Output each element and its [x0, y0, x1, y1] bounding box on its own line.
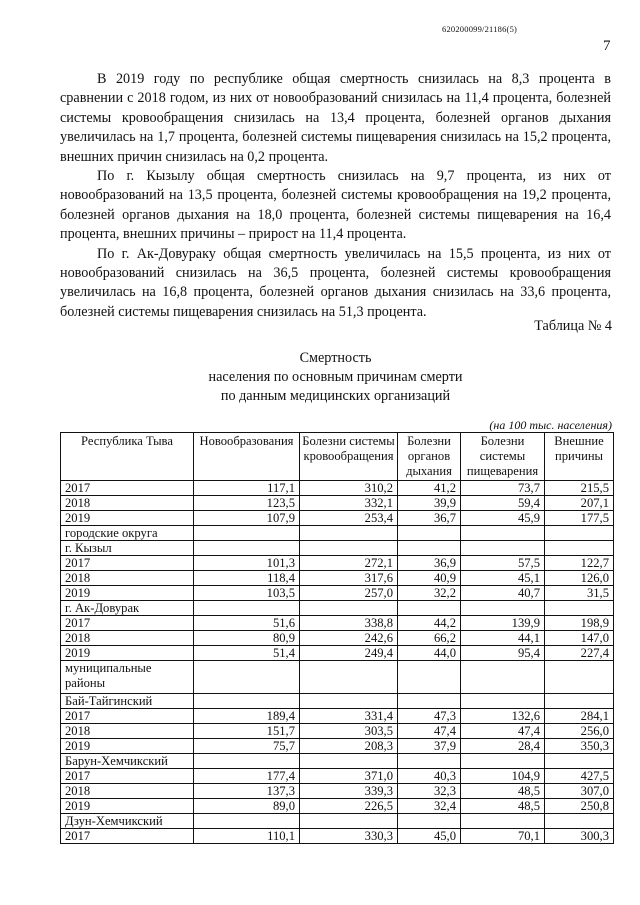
table-cell: 310,2 [300, 481, 398, 496]
table-cell [300, 661, 398, 694]
table-cell: 123,5 [194, 496, 300, 511]
table-cell: 45,9 [461, 511, 545, 526]
column-header: Новообразования [194, 433, 300, 481]
table-cell: 47,4 [461, 724, 545, 739]
table-cell: 151,7 [194, 724, 300, 739]
table-cell: 37,9 [398, 739, 461, 754]
table-cell [545, 526, 614, 541]
paragraph: По г. Кызылу общая смертность снизилась на 9,7 процента, из них от новообразований на 13,5 процента, болезней системы кровообращения на 19,2 процента, болезней органов дыхания на 18,0 процента, болезней системы пищеварения на 16,4 процента, внешних причины – прирост на 11,4 процента. [60, 168, 611, 243]
section-label: г. Кызыл [61, 541, 194, 556]
table-cell: 70,1 [461, 829, 545, 844]
year-label: 2017 [61, 616, 194, 631]
table-row [61, 511, 614, 526]
table-cell: 317,6 [300, 571, 398, 586]
table-section-row [61, 526, 614, 541]
table-cell: 101,3 [194, 556, 300, 571]
table-cell: 48,5 [461, 784, 545, 799]
page-number: 7 [603, 38, 611, 54]
table-cell [461, 661, 545, 694]
table-body [61, 481, 614, 844]
table-cell: 45,0 [398, 829, 461, 844]
table-title-line: Смертность [299, 350, 372, 366]
table-row [61, 586, 614, 601]
table-cell [398, 694, 461, 709]
table-cell: 59,4 [461, 496, 545, 511]
table-cell: 331,4 [300, 709, 398, 724]
table-cell: 47,3 [398, 709, 461, 724]
year-label: 2017 [61, 709, 194, 724]
table-cell: 198,9 [545, 616, 614, 631]
table-section-row [61, 754, 614, 769]
section-label: Дзун-Хемчикский [61, 814, 194, 829]
table-section-row [61, 814, 614, 829]
table-cell: 44,0 [398, 646, 461, 661]
section-label: Барун-Хемчикский [61, 754, 194, 769]
table-cell: 32,2 [398, 586, 461, 601]
table-cell: 80,9 [194, 631, 300, 646]
year-label: 2019 [61, 511, 194, 526]
table-cell: 95,4 [461, 646, 545, 661]
table-cell: 122,7 [545, 556, 614, 571]
year-label: 2018 [61, 631, 194, 646]
table-row [61, 829, 614, 844]
table-cell [545, 601, 614, 616]
table-cell [545, 541, 614, 556]
table-row [61, 709, 614, 724]
column-header: Болезни системы пищеварения [461, 433, 545, 481]
section-label: муниципальные районы [61, 661, 194, 694]
table-cell: 250,8 [545, 799, 614, 814]
table-cell [194, 661, 300, 694]
table-cell [300, 601, 398, 616]
column-header: Болезни органов дыхания [398, 433, 461, 481]
table-row [61, 556, 614, 571]
table-cell: 147,0 [545, 631, 614, 646]
table-cell [300, 694, 398, 709]
year-label: 2017 [61, 769, 194, 784]
mortality-table [60, 432, 614, 844]
table-cell [545, 754, 614, 769]
table-cell [300, 526, 398, 541]
table-cell: 256,0 [545, 724, 614, 739]
table-row [61, 724, 614, 739]
table-cell: 32,4 [398, 799, 461, 814]
table-cell: 303,5 [300, 724, 398, 739]
column-header: Республика Тыва [61, 433, 194, 481]
table-cell: 139,9 [461, 616, 545, 631]
table-cell: 31,5 [545, 586, 614, 601]
table-cell [300, 541, 398, 556]
section-label: городские округа [61, 526, 194, 541]
table-cell [461, 526, 545, 541]
table-cell: 41,2 [398, 481, 461, 496]
year-label: 2018 [61, 784, 194, 799]
table-cell: 44,2 [398, 616, 461, 631]
table-row [61, 616, 614, 631]
table-row [61, 799, 614, 814]
table-section-row [61, 694, 614, 709]
table-cell [398, 754, 461, 769]
table-title-line: по данным медицинских организаций [220, 388, 451, 404]
table-cell: 51,6 [194, 616, 300, 631]
table-cell: 40,9 [398, 571, 461, 586]
table-cell: 242,6 [300, 631, 398, 646]
table-cell: 51,4 [194, 646, 300, 661]
table-section-row [61, 661, 614, 694]
table-cell: 126,0 [545, 571, 614, 586]
table-cell: 117,1 [194, 481, 300, 496]
year-label: 2017 [61, 481, 194, 496]
table-cell: 284,1 [545, 709, 614, 724]
table-cell: 45,1 [461, 571, 545, 586]
table-header-row [61, 433, 614, 481]
table-cell: 257,0 [300, 586, 398, 601]
table-row [61, 784, 614, 799]
table-title-line: населения по основным причинам смерти [208, 369, 463, 385]
table-cell: 332,1 [300, 496, 398, 511]
table-cell [398, 601, 461, 616]
table-cell: 338,8 [300, 616, 398, 631]
table-cell [194, 694, 300, 709]
year-label: 2018 [61, 496, 194, 511]
table-cell [461, 754, 545, 769]
table-cell [545, 694, 614, 709]
section-label: Бай-Тайгинский [61, 694, 194, 709]
year-label: 2017 [61, 556, 194, 571]
year-label: 2018 [61, 571, 194, 586]
table-cell: 28,4 [461, 739, 545, 754]
table-cell [398, 541, 461, 556]
table-cell [461, 601, 545, 616]
paragraph: По г. Ак-Довураку общая смертность увеличилась на 15,5 процента, из них от новообразований снизилась на 36,5 процента, болезней системы кровообращения увеличилась на 16,8 процента, болезней органов дыхания снизилась на 33,6 процента, болезней системы пищеварения снизилась на 51,3 процента. [60, 245, 611, 320]
table-cell: 73,7 [461, 481, 545, 496]
table-number: Таблица № 4 [534, 318, 612, 334]
table-cell [194, 541, 300, 556]
table-row [61, 739, 614, 754]
year-label: 2018 [61, 724, 194, 739]
table-cell: 137,3 [194, 784, 300, 799]
table-cell [398, 661, 461, 694]
table-cell: 47,4 [398, 724, 461, 739]
table-cell [194, 526, 300, 541]
section-label: г. Ак-Довурак [61, 601, 194, 616]
table-title [60, 349, 611, 406]
table-cell: 300,3 [545, 829, 614, 844]
table-cell: 89,0 [194, 799, 300, 814]
table-cell [194, 814, 300, 829]
table-cell: 36,7 [398, 511, 461, 526]
table-section-row [61, 541, 614, 556]
table-cell [461, 541, 545, 556]
table-cell: 226,5 [300, 799, 398, 814]
table-row [61, 646, 614, 661]
table-cell: 39,9 [398, 496, 461, 511]
table-cell: 107,9 [194, 511, 300, 526]
table-cell: 227,4 [545, 646, 614, 661]
table-row [61, 496, 614, 511]
table-cell: 36,9 [398, 556, 461, 571]
year-label: 2017 [61, 829, 194, 844]
year-label: 2019 [61, 799, 194, 814]
table-cell: 177,5 [545, 511, 614, 526]
paragraph: В 2019 году по республике общая смертность снизилась на 8,3 процента в сравнении с 2018 годом, из них от новообразований снизилась на 11,4 процента, болезней системы кровообращения снизилась на 13,4 процента, болезней органов дыхания увеличилась на 1,7 процента, болезней системы пищеварения снизилась на 15,2 процента, внешних причин снизилась на 0,2 процента. [60, 71, 611, 165]
table-cell: 75,7 [194, 739, 300, 754]
table-cell: 40,7 [461, 586, 545, 601]
table-row [61, 769, 614, 784]
document-number: 620200099/21186(5) [442, 24, 518, 34]
body-text [60, 70, 611, 322]
table-cell: 350,3 [545, 739, 614, 754]
table-cell: 371,0 [300, 769, 398, 784]
table-units: (на 100 тыс. населения) [489, 418, 612, 432]
year-label: 2019 [61, 586, 194, 601]
table-cell: 189,4 [194, 709, 300, 724]
table-cell: 207,1 [545, 496, 614, 511]
table-cell: 330,3 [300, 829, 398, 844]
year-label: 2019 [61, 646, 194, 661]
table-cell: 110,1 [194, 829, 300, 844]
table-cell: 208,3 [300, 739, 398, 754]
table-cell: 104,9 [461, 769, 545, 784]
table-cell: 57,5 [461, 556, 545, 571]
table-cell: 44,1 [461, 631, 545, 646]
table-cell [398, 526, 461, 541]
table-cell [194, 601, 300, 616]
column-header: Болезни системы кровообращения [300, 433, 398, 481]
table-cell: 132,6 [461, 709, 545, 724]
table-cell [300, 754, 398, 769]
table-cell: 48,5 [461, 799, 545, 814]
table-cell: 339,3 [300, 784, 398, 799]
table-cell [545, 814, 614, 829]
table-cell [398, 814, 461, 829]
column-header: Внешние причины [545, 433, 614, 481]
table-row [61, 481, 614, 496]
table-row [61, 571, 614, 586]
table-cell: 427,5 [545, 769, 614, 784]
table-cell: 32,3 [398, 784, 461, 799]
table-section-row [61, 601, 614, 616]
table-row [61, 631, 614, 646]
table-cell: 307,0 [545, 784, 614, 799]
table-cell: 66,2 [398, 631, 461, 646]
table-cell [461, 694, 545, 709]
table-cell [461, 814, 545, 829]
table-cell: 118,4 [194, 571, 300, 586]
table-cell: 272,1 [300, 556, 398, 571]
table-cell: 215,5 [545, 481, 614, 496]
table-cell [545, 661, 614, 694]
table-cell: 103,5 [194, 586, 300, 601]
year-label: 2019 [61, 739, 194, 754]
table-cell [300, 814, 398, 829]
table-cell [194, 754, 300, 769]
table-cell: 249,4 [300, 646, 398, 661]
table-cell: 253,4 [300, 511, 398, 526]
table-cell: 40,3 [398, 769, 461, 784]
table-cell: 177,4 [194, 769, 300, 784]
